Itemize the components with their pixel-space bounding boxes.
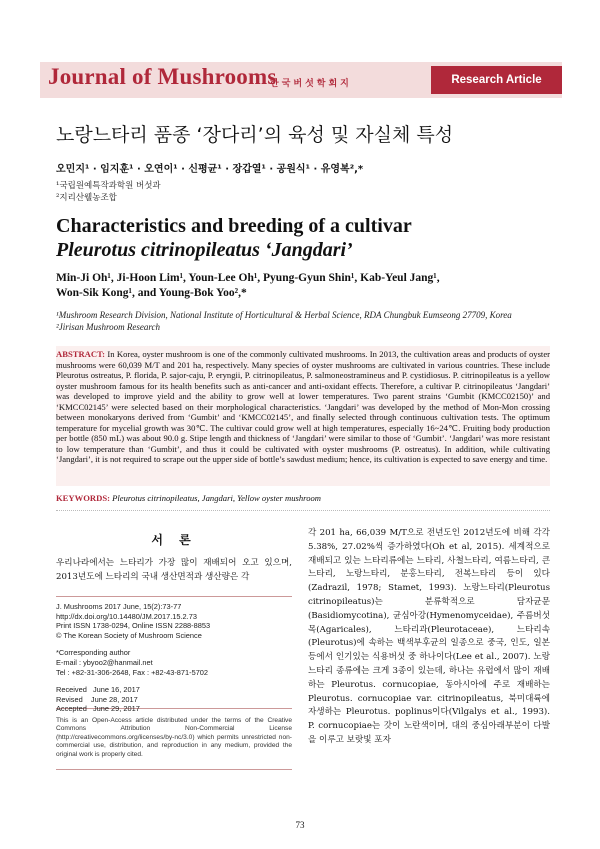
accepted-date: Accepted June 29, 2017 xyxy=(56,704,140,714)
issn: Print ISSN 1738-0294, Online ISSN 2288-8853 xyxy=(56,621,211,631)
abstract-text: In Korea, oyster mushroom is one of the commonly cultivated mushrooms. In 2013, the cultivation areas and products of oyster mushrooms were 60,039 M/T and 201 ha, respectively. Many species of oyster mushrooms are cultivated in various countries. These include Pleurotus ostreatus, P. florida, P. sajor-caju, P. eryngii, P. citrinopileatus, P. salmoneostramineus and P. cystidiosus. P. citrinopileatus is a yellow oyster mushroom famous for its health benefits such as anti-cancer and anti-oxidant effects. Therefore, a cultivar P. citrinopileatus ‘Jangdari’ was developed to improve yield and the ability to grow well at lower temperatures. Two parent strains ‘Gumbit (KMCC02150)’ and ‘KMCC02145’ were selected based on their morphological characteristics. ‘Jangdari’ was developed by the method of Mon-Mon crossing between monokaryons derived from ‘Gumbit’ and ‘KMCC02145’, and finally selected through continuous cultivation tests. The optimum temperature for mycelial growth was 30℃. The cultivar could grow well at high temperatures, especially 16~24℃. Fruiting body production per bottle (850 mL) was about 90.0 g. Stipe length and thickness of ‘Jangdari’ were similar to those of ‘Gumbit’. ‘Jangdari’ was more resistant to low temperature than ‘Gumbit’, and thus it could be cultivated with oyster mushrooms (P. ostreatus). In addition, while cultivating ‘Jangdari’, it is not required to scrape out the upper side of bottle’s sawdust medium; hence, its cultivation is expected to save energy and time. xyxy=(56,349,550,464)
keywords xyxy=(56,493,550,503)
article-info-box xyxy=(56,596,292,714)
open-access-notice: This is an Open-Access article distributed under the terms of the Creative Commons Attribution Non-Commercial License (http://creativecommons.org/licenses/by-nc/3.0) which permits unrestricted non-commercial use, distribution, and reproduction in any medium, provided the original work is properly cited. xyxy=(56,714,292,770)
journal-title: Journal of Mushrooms xyxy=(48,64,277,89)
doi-link[interactable]: http://dx.doi.org/10.14480/JM.2017.15.2.73 xyxy=(56,611,197,621)
english-authors-line-1: Min-Ji Oh¹, Ji-Hoon Lim¹, Youn-Lee Oh¹, Pyung-Gyun Shin¹, Kab-Yeul Jang¹, xyxy=(56,272,440,284)
korean-affiliation-2: ²지리산웰농조합 xyxy=(56,193,117,203)
abstract-label: ABSTRACT: xyxy=(56,349,106,359)
citation: J. Mushrooms 2017 June, 15(2):73-77 xyxy=(56,602,182,611)
section-title-introduction: 서 론 xyxy=(151,533,197,547)
copyright: © The Korean Society of Mushroom Science xyxy=(56,630,202,640)
corresponding-email[interactable]: E-mail : ybyoo2@hanmail.net xyxy=(56,657,153,667)
page-number: 73 xyxy=(295,820,305,830)
abstract xyxy=(56,349,550,465)
korean-affiliations xyxy=(56,180,161,204)
korean-authors: 오민지¹ · 임지훈¹ · 오연이¹ · 신평균¹ · 장갑열¹ · 공원식¹ · 유영복²,* xyxy=(56,164,364,175)
keywords-text: Pleurotus citrinopileatus, Jangdari, Yellow oyster mushroom xyxy=(112,493,322,503)
received-date: Received June 16, 2017 xyxy=(56,685,140,695)
revised-date: Revised June 28, 2017 xyxy=(56,694,138,704)
english-authors xyxy=(56,271,556,301)
english-authors-line-2: Won-Sik Kong¹, and Young-Bok Yoo²,* xyxy=(56,287,247,299)
english-title-line-1: Characteristics and breeding of a cultivar xyxy=(56,215,412,237)
section-divider xyxy=(56,510,550,511)
english-affiliations xyxy=(56,310,556,333)
article-type-badge: Research Article xyxy=(431,66,562,94)
korean-title: 노랑느타리 품종 ‘장다리’의 육성 및 자실체 특성 xyxy=(56,124,454,146)
english-title xyxy=(56,214,412,262)
journal-title-korean: 한국버섯학회지 xyxy=(270,79,352,89)
keywords-label: KEYWORDS: xyxy=(56,493,110,503)
corresponding-phone: Tel : +82-31-306-2648, Fax : +82-43-871-5702 xyxy=(56,667,209,677)
english-title-line-2: Pleurotus citrinopileatus ‘Jangdari’ xyxy=(56,239,353,261)
introduction-paragraph-right: 각 201 ha, 66,039 M/T으로 전년도인 2012년도에 비해 각각 5.38%, 27.02%씩 증가하였다(Oh et al, 2015). 세계적으로 재배되고 있는 느타리류에는 느타리, 사철느타리, 여름느타리, 큰느타리, 노랑느타리, 분홍느타리, 전복느타리 등이 있다(Zadrazil, 1978; Stamet, 1993). 노랑느타리(Pleurotus citrinopileatus)는 분류학적으로 담자균문(Basidiomycotina), 균심아강(Hymenomyceidae), 주름버섯목(Agaricales), 느타리과(Pleurotaceae), 느타리속(Pleurotus)에 속하는 백색부후균의 일종으로 중국, 인도, 일본 등에서 인기있는 식용버섯 중 하나이다(Lee et al., 2007). 노랑느타리 종류에는 크게 3종이 있는데, 하나는 유럽에서 많이 재배하는 Pleurotus. cornucopiae, 동아시아에 주로 재배하는 Pleurotus. cornucopiae var. citrinopileatus, 북미대륙에 자생하는 Pleurotus. poplinus이다(Vilgalys et al., 1993). P. cornucopiae는 갓이 노란색이며, 대의 중심아래부분이 다발을 이루고 보랏빛 포자 xyxy=(308,528,550,745)
korean-affiliation-1: ¹국립원예특작과학원 버섯과 xyxy=(56,181,161,191)
english-affiliation-2: ²Jirisan Mushroom Research xyxy=(56,321,161,332)
corresponding-author-label: *Corresponding author xyxy=(56,648,131,658)
introduction-paragraph-left: 우리나라에서는 느타리가 가장 많이 재배되어 오고 있으며, 2013년도에 느타리의 국내 생산면적과 생산량은 각 xyxy=(56,558,292,582)
english-affiliation-1: ¹Mushroom Research Division, National Institute of Horticultural & Herbal Science, RDA Chungbuk Eumseong 27709, Korea xyxy=(56,310,512,320)
